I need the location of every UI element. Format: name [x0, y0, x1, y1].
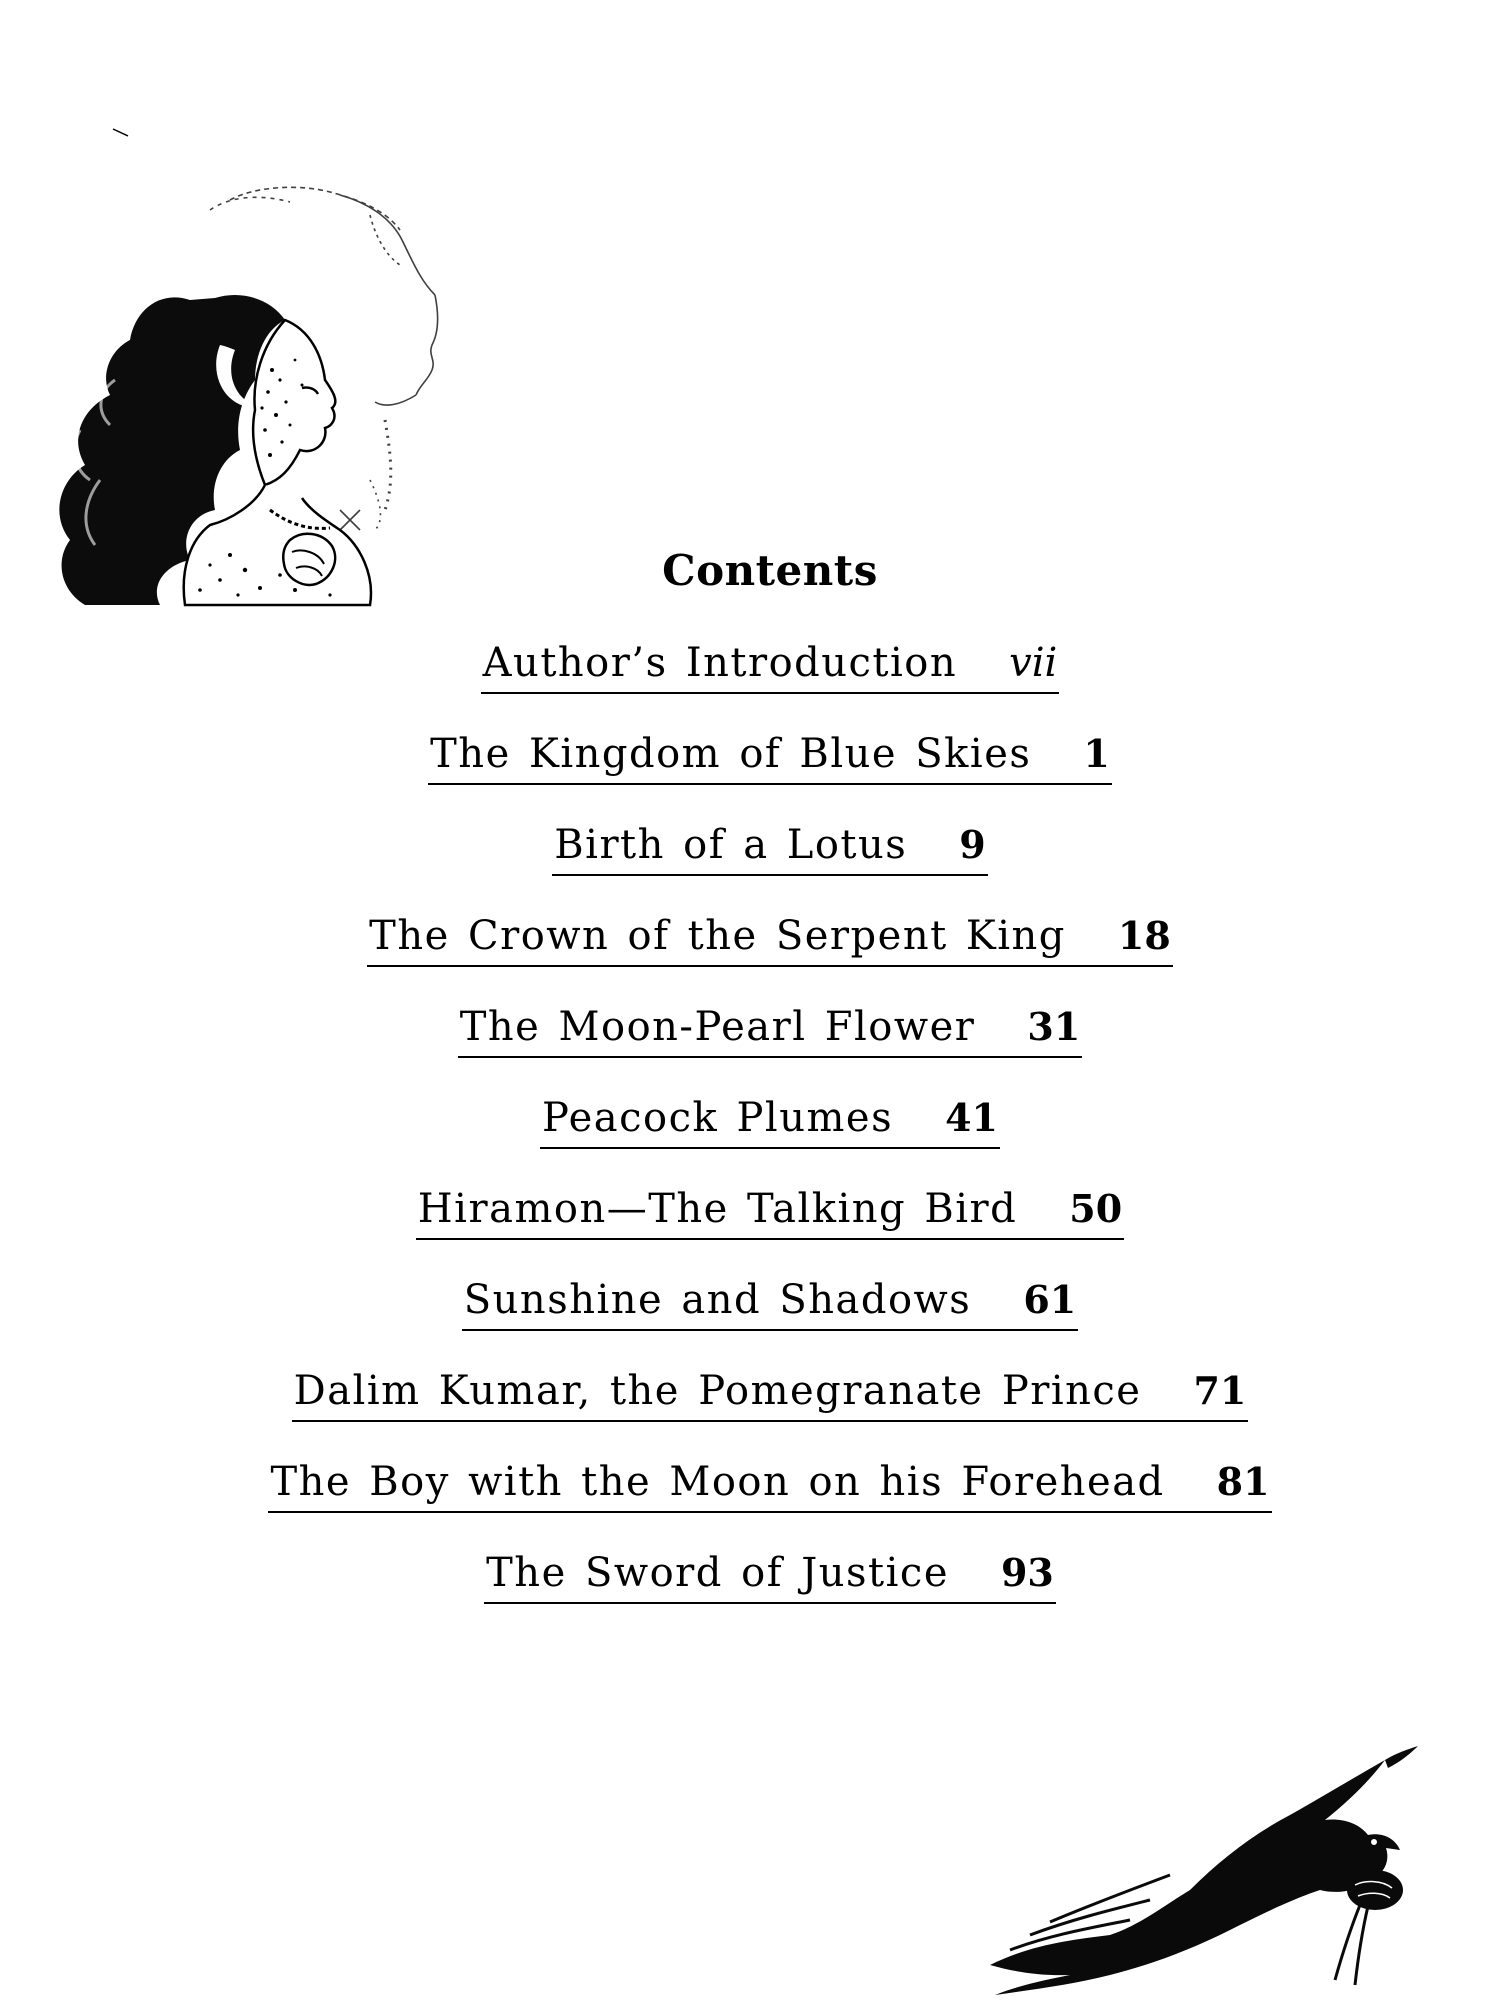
toc-entry-underline [416, 1186, 1124, 1240]
toc-entry-underline [268, 1459, 1271, 1513]
toc-entry-title: The Boy with the Moon on his Forehead [270, 1459, 1165, 1505]
table-of-contents [0, 640, 1500, 1641]
toc-entry-title: Dalim Kumar, the Pomegranate Prince [293, 1368, 1142, 1414]
toc-entry [0, 1095, 1500, 1186]
toc-entry-underline [292, 1368, 1249, 1422]
toc-entry [0, 1277, 1500, 1368]
toc-entry-underline [484, 1550, 1056, 1604]
toc-entry-page: 61 [1023, 1277, 1077, 1322]
toc-entry-underline [462, 1277, 1078, 1331]
toc-entry-title: Birth of a Lotus [554, 822, 908, 868]
page-title: Contents [662, 546, 878, 596]
toc-entry-page: 81 [1216, 1459, 1270, 1504]
toc-entry-page: 9 [959, 822, 986, 867]
toc-entry-title: The Sword of Justice [486, 1550, 949, 1596]
toc-entry-underline [428, 731, 1112, 785]
toc-entry-title: The Kingdom of Blue Skies [430, 731, 1032, 777]
toc-entry [0, 640, 1500, 731]
toc-entry [0, 1186, 1500, 1277]
toc-entry [0, 1004, 1500, 1095]
toc-entry-title: Peacock Plumes [542, 1095, 894, 1141]
toc-entry-page: 31 [1027, 1004, 1081, 1049]
toc-entry-title: The Crown of the Serpent King [369, 913, 1066, 959]
toc-entry-underline [481, 640, 1060, 694]
toc-entry [0, 1459, 1500, 1550]
ink-speck [112, 128, 130, 138]
toc-entry [0, 1368, 1500, 1459]
toc-entry-page: 71 [1193, 1368, 1247, 1413]
toc-entry [0, 822, 1500, 913]
toc-entry-page: vii [1009, 640, 1058, 686]
toc-entry-page: 50 [1069, 1186, 1123, 1231]
toc-entry-title: Hiramon—The Talking Bird [417, 1186, 1018, 1232]
toc-entry [0, 913, 1500, 1004]
toc-entry-underline [458, 1004, 1083, 1058]
toc-entry-page: 93 [1000, 1550, 1054, 1595]
toc-entry-title: The Moon-Pearl Flower [459, 1004, 976, 1050]
toc-entry [0, 1550, 1500, 1641]
toc-entry [0, 731, 1500, 822]
toc-entry-underline [552, 822, 987, 876]
toc-entry-page: 1 [1083, 731, 1110, 776]
toc-entry-underline [540, 1095, 1000, 1149]
toc-entry-title: Sunshine and Shadows [463, 1277, 972, 1323]
toc-entry-title: Author’s Introduction [482, 640, 958, 686]
toc-entry-underline [367, 913, 1173, 967]
flying-bird-illustration [990, 1740, 1440, 2000]
toc-entry-page: 41 [945, 1095, 998, 1140]
toc-entry-page: 18 [1117, 913, 1171, 958]
